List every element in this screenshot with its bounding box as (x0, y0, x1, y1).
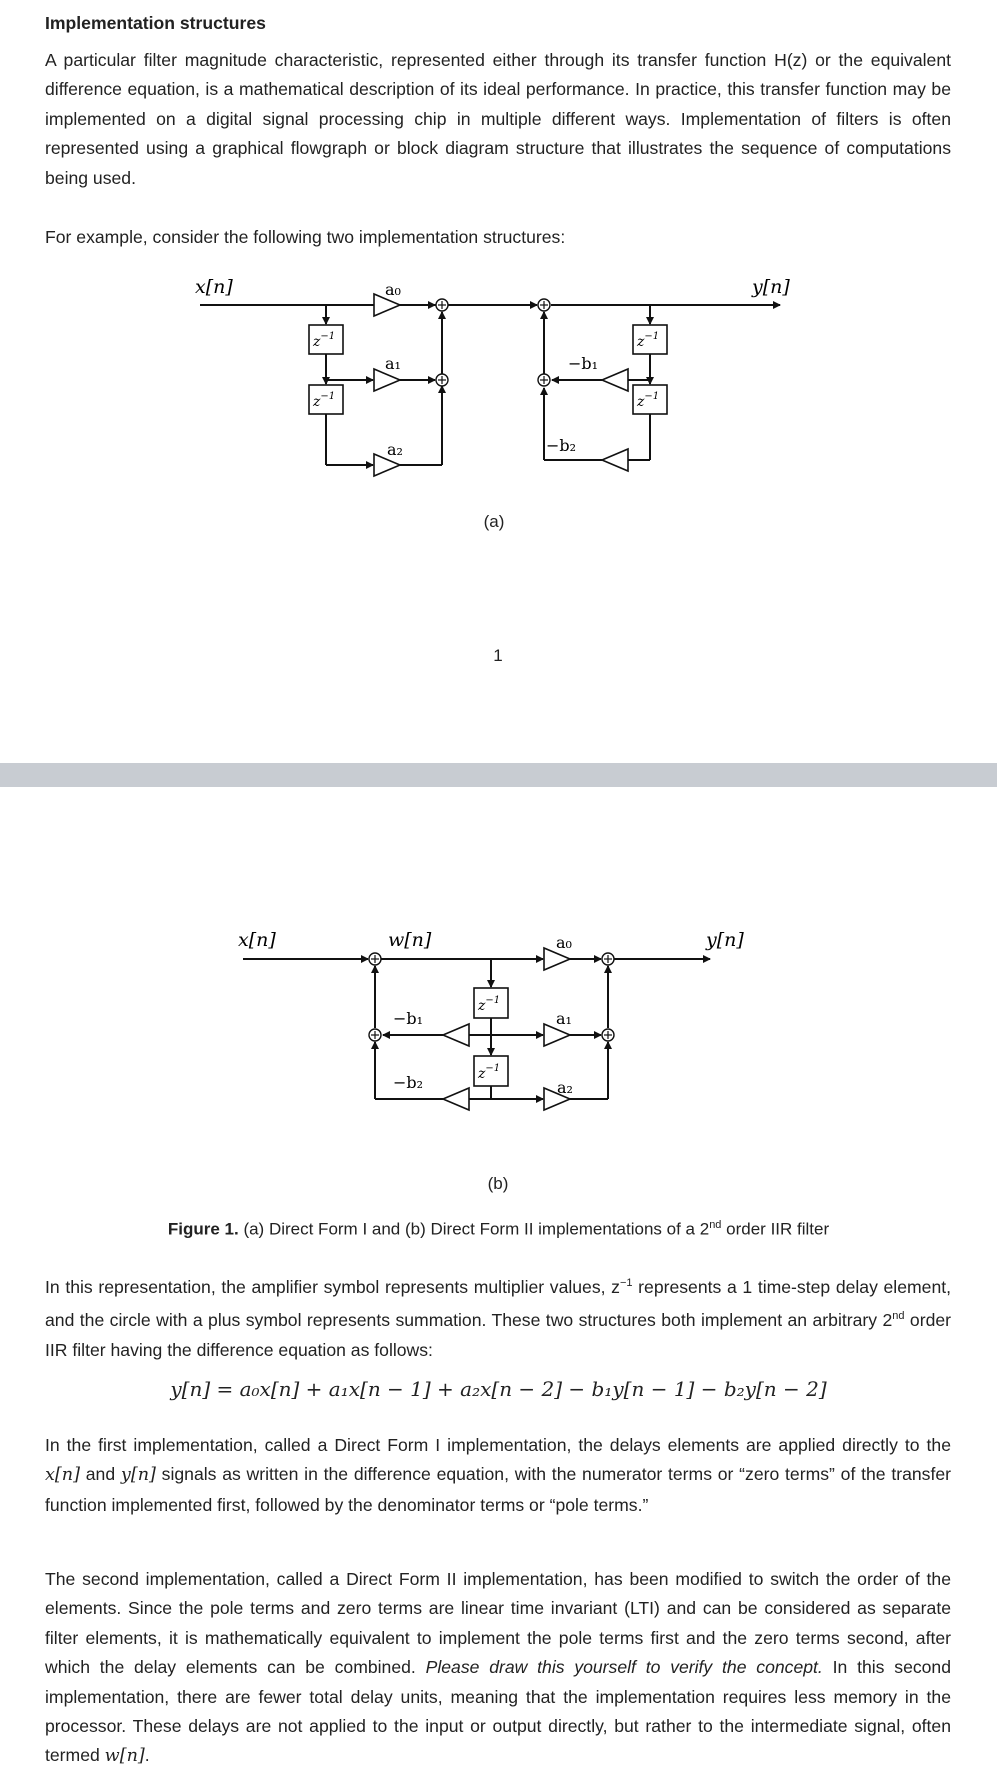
delay-label-b1: $z^{-1}$ (637, 331, 660, 350)
coef-a2-label: a₂ (557, 1078, 573, 1097)
page-number: 1 (493, 646, 503, 665)
page-separator (0, 763, 997, 787)
intro-paragraph: A particular filter magnitude characteristic, represented either through its transfer function H(z) or the equivalent difference equation, is a mathematical description of its ideal performance. In practice, this transfer function may be implemented on a digital signal processing chip in multiple different ways. Implementation of filters is often represented using a graphical flowgraph or block diagram structure that illustrates the sequence of computations being used. (45, 50, 951, 188)
output-signal-label: y[n] (706, 929, 744, 951)
output-signal-label: y[n] (752, 276, 790, 298)
caption-bold: Figure 1. (167, 1219, 239, 1239)
amplifier-b1 (443, 1024, 469, 1046)
figure-a-label: (a) (483, 512, 505, 531)
amplifier-b2 (602, 449, 628, 471)
input-signal-label: x[n] (238, 929, 276, 951)
delay-label-b2: $z^{-1}$ (637, 391, 660, 410)
coef-b2-label: −b₂ (393, 1073, 424, 1092)
figure-caption: Figure 1. (a) Direct Form I and (b) Direct Form II implementations of a 2nd order IIR filter (167, 1219, 830, 1239)
example-lead-paragraph: For example, consider the following two implementation structures: (45, 227, 566, 247)
amplifier-b2 (443, 1088, 469, 1110)
representation-paragraph: In this representation, the amplifier symbol represents multiplier values, $z^{-1}$ represents a 1 time-step delay element, and the circle with a plus symbol represents summation. These two structures both implement an arbitrary 2nd order IIR filter having the difference equation as follows: (45, 1276, 952, 1360)
delay-label-1: $z^{-1}$ (478, 995, 501, 1014)
amplifier-b1 (602, 369, 628, 391)
figure-b-direct-form-2 (0, 921, 997, 1151)
figure-a-direct-form-1 (0, 270, 997, 500)
coef-b1-label: −b₁ (393, 1009, 424, 1028)
coef-a1-label: a₁ (556, 1009, 572, 1028)
document-page-1 (0, 0, 997, 763)
intermediate-signal-label: w[n] (388, 929, 432, 951)
delay-label-a2: $z^{-1}$ (313, 391, 336, 410)
section-heading: Implementation structures (45, 13, 266, 33)
direct-form-2-paragraph: The second implementation, called a Direct Form II implementation, has been modified to switch the order of the elements. Since the pole terms and zero terms are linear time invariant (LTI) and can be considered as separate filter elements, it is mathematically equivalent to implement the pole terms first and the zero terms second, after which the delay elements can be combined. Please draw this yourself to verify the concept. In this second implementation, there are fewer total delay units, meaning that the implementation requires less memory in the processor. These delays are not applied to the input or output directly, but rather to the intermediate signal, often termed w[n]. (45, 1569, 951, 1767)
direct-form-1-paragraph: In the first implementation, called a Direct Form I implementation, the delays elements are applied directly to the x[n] and y[n] signals as written in the difference equation, with the numerator terms or “zero terms” of the transfer function implemented first, followed by the denominator terms or “pole terms.” (45, 1435, 951, 1515)
delay-label-a1: $z^{-1}$ (313, 331, 336, 350)
coef-a2-label: a₂ (387, 440, 403, 459)
coef-b1-label: −b₁ (568, 354, 599, 373)
delay-label-2: $z^{-1}$ (478, 1063, 501, 1082)
document-page-2 (0, 787, 997, 1773)
input-signal-label: x[n] (195, 276, 233, 298)
figure-b-label: (b) (487, 1174, 509, 1193)
coef-a0-label: a₀ (385, 280, 401, 299)
difference-equation: y[n] = a₀x[n] + a₁x[n − 1] + a₂x[n − 2] − b₁y[n − 1] − b₂y[n − 2] (170, 1377, 827, 1401)
coef-b2-label: −b₂ (546, 436, 577, 455)
coef-a0-label: a₀ (556, 933, 572, 952)
coef-a1-label: a₁ (385, 354, 401, 373)
